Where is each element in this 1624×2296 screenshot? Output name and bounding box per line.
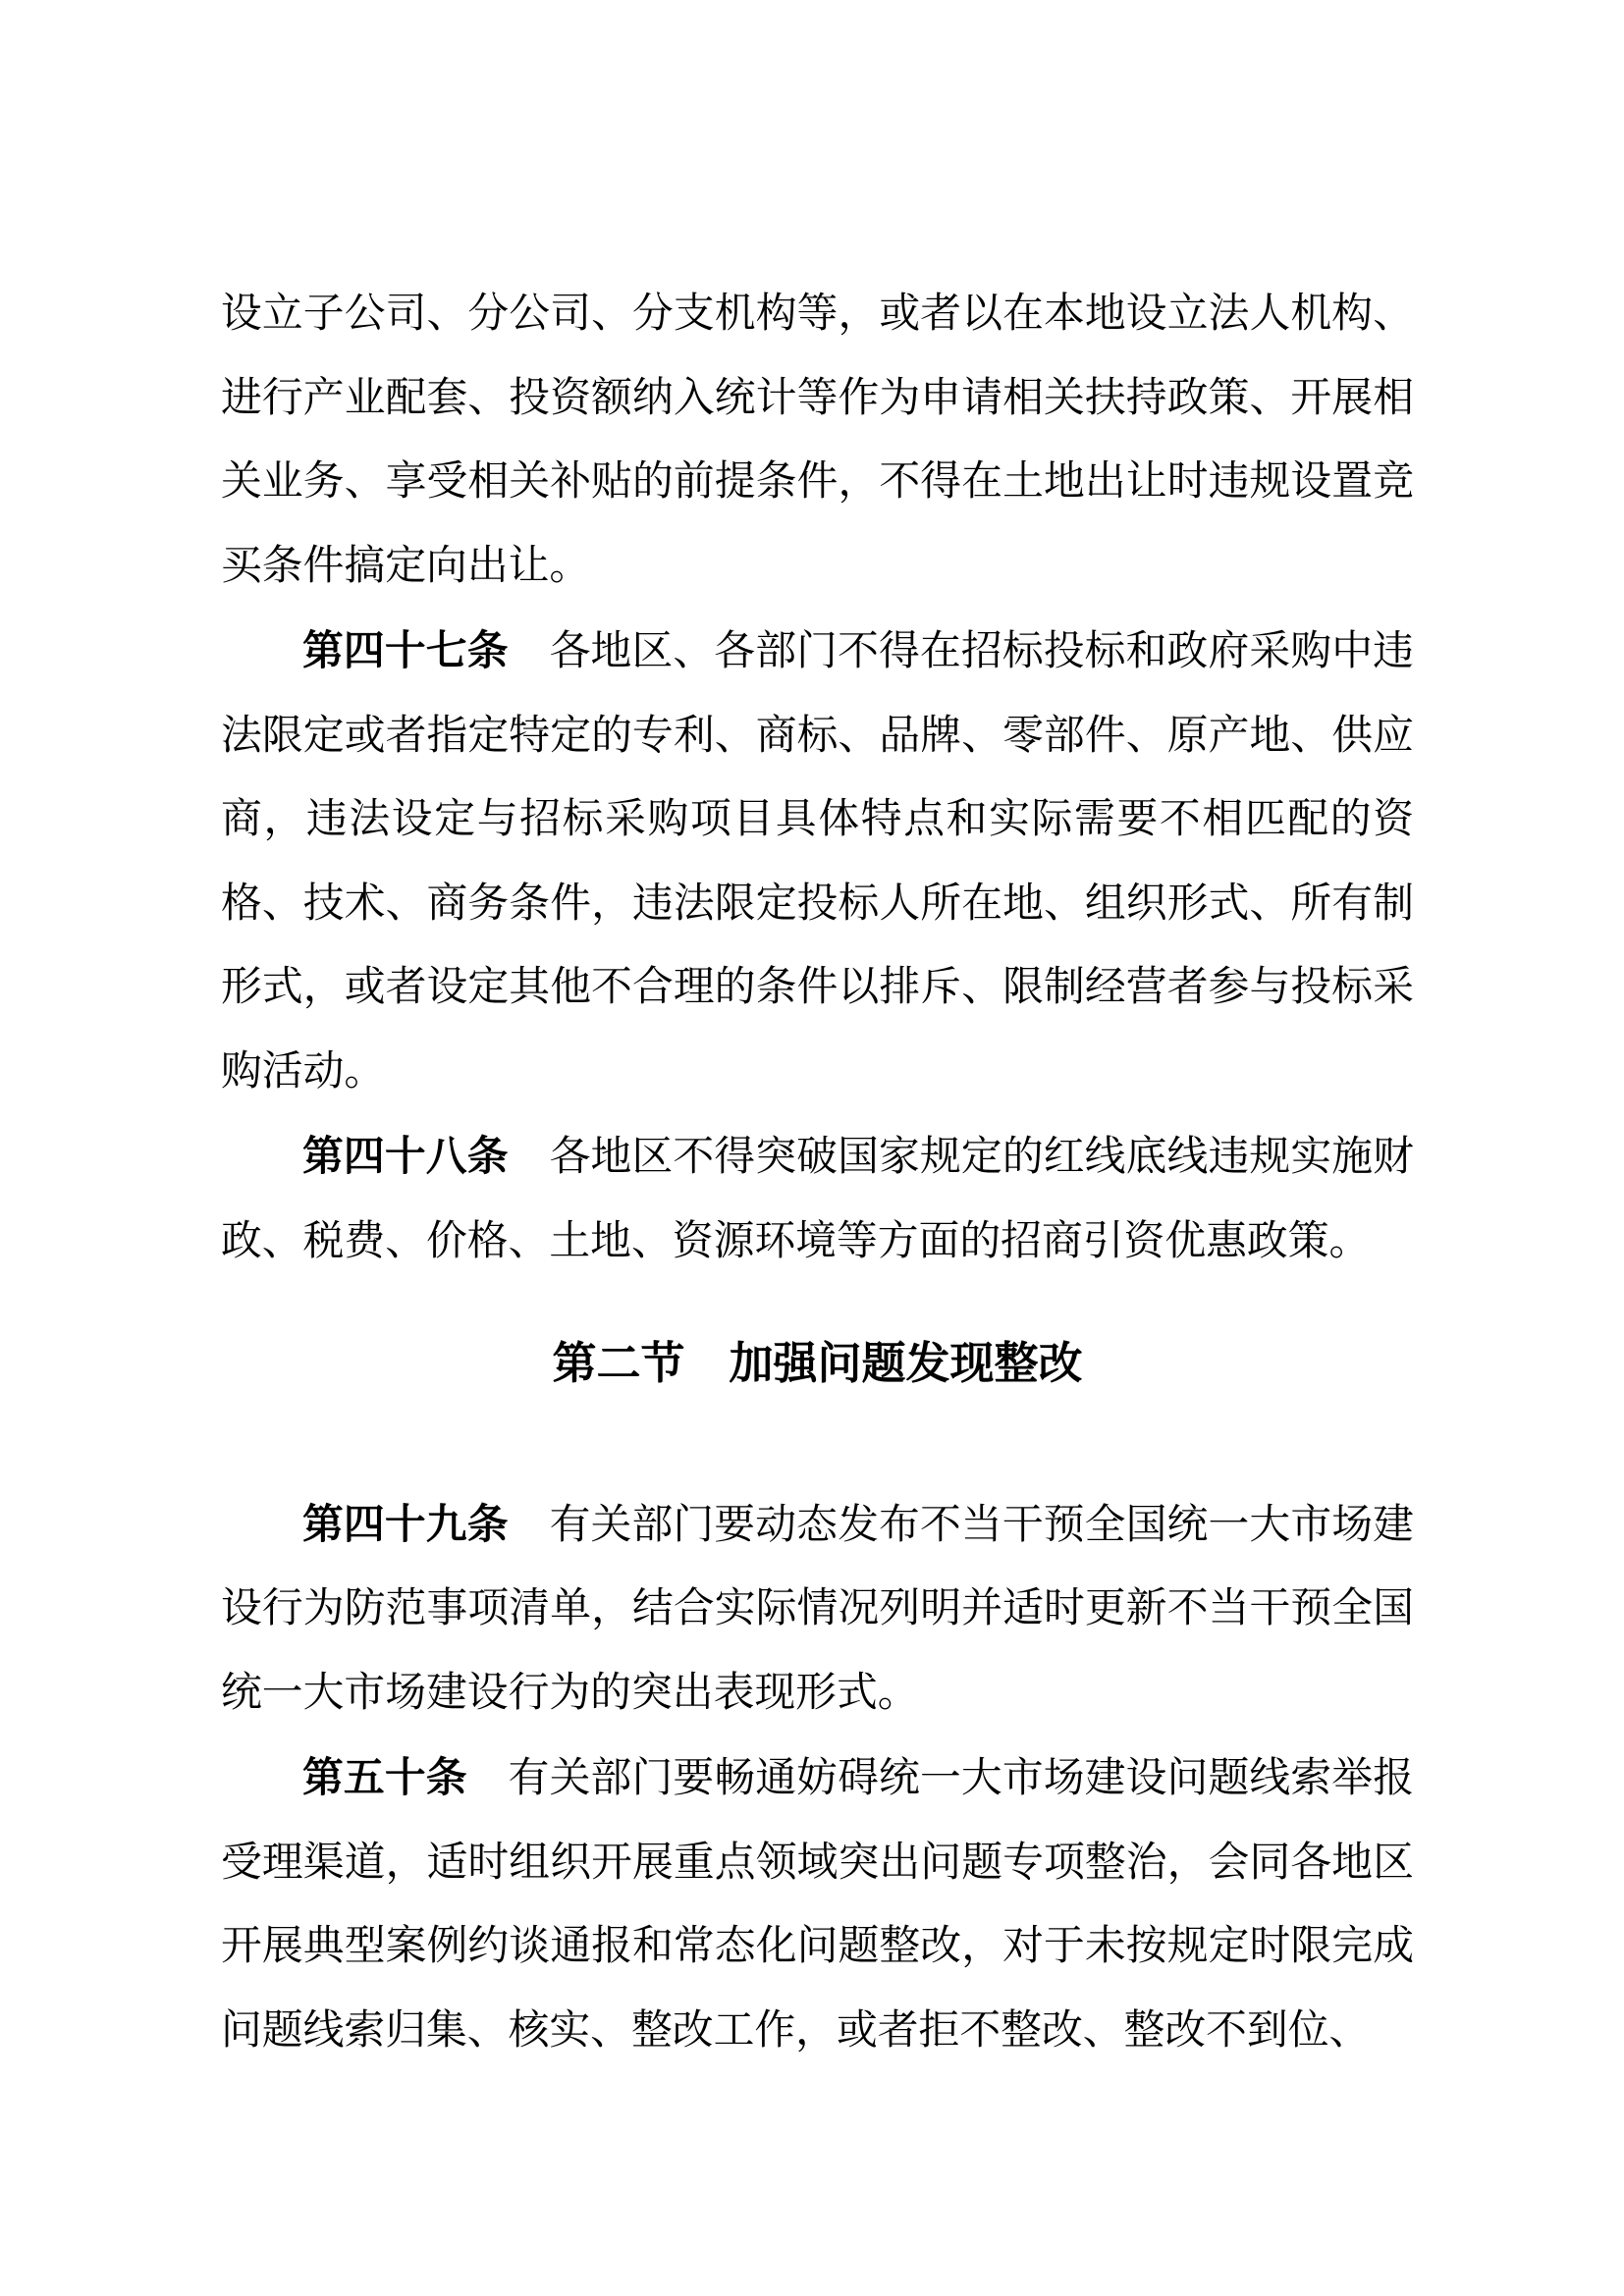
- paragraph-text: 各地区、各部门不得在招标投标和政府采购中违法限定或者指定特定的专利、商标、品牌、零部件、原产地、供应商，违法设定与招标采购项目具体特点和实际需要不相匹配的资格、技术、商务条件，违法限定投标人所在地、组织形式、所有制形式，或者设定其他不合理的条件以排斥、限制经营者参与投标采购活动。: [221, 629, 1414, 1095]
- article-number: 第四十七条: [302, 627, 509, 673]
- article-number: 第四十八条: [302, 1133, 509, 1179]
- article-50-paragraph: [221, 1735, 1414, 2073]
- article-49-paragraph: [221, 1482, 1414, 1736]
- article-47-paragraph: [221, 609, 1414, 1114]
- article-number: 第四十九条: [302, 1500, 509, 1547]
- article-number: 第五十条: [302, 1754, 467, 1800]
- section-heading: 第二节 加强问题发现整改: [552, 1338, 1083, 1388]
- paragraph-text: 有关部门要畅通妨碍统一大市场建设问题线索举报受理渠道，适时组织开展重点领域突出问题专项整治，会同各地区开展典型案例约谈通报和常态化问题整改，对于未按规定时限完成问题线索归集、核实、整改工作，或者拒不整改、整改不到位、: [221, 1756, 1414, 2054]
- paragraph-text: 有关部门要动态发布不当干预全国统一大市场建设行为防范事项清单，结合实际情况列明并适时更新不当干预全国统一大市场建设行为的突出表现形式。: [221, 1502, 1414, 1716]
- paragraph-text: 设立子公司、分公司、分支机构等，或者以在本地设立法人机构、进行产业配套、投资额纳入统计等作为申请相关扶持政策、开展相关业务、享受相关补贴的前提条件，不得在土地出让时违规设置竞买条件搞定向出让。: [221, 292, 1414, 589]
- paragraph-continuation: [221, 273, 1414, 609]
- text-content: [221, 273, 1414, 2073]
- article-48-paragraph: [221, 1114, 1414, 1284]
- paragraph-text: 各地区不得突破国家规定的红线底线违规实施财政、税费、价格、土地、资源环境等方面的招商引资优惠政策。: [221, 1135, 1414, 1264]
